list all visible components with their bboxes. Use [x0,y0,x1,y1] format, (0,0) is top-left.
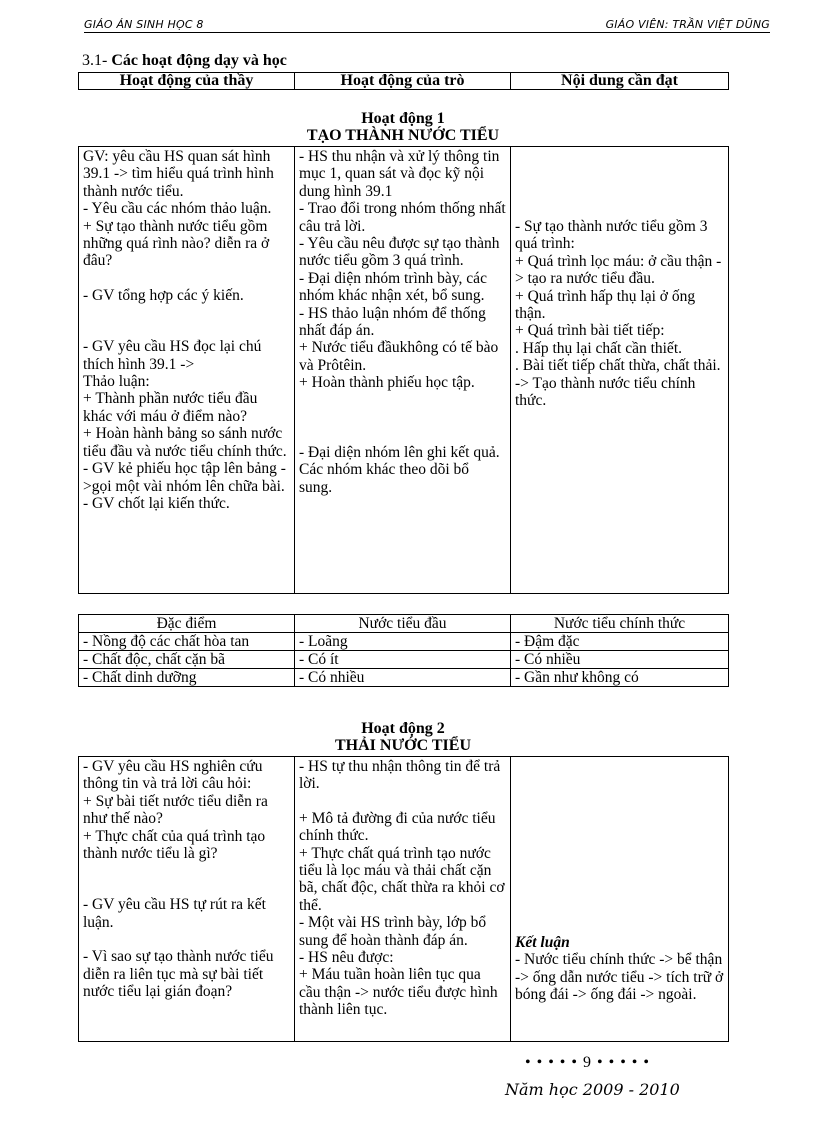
activity1-name: TẠO THÀNH NƯỚC TIỂU [306,127,500,144]
a1-content-line: + Quá trình bài tiết tiếp: [515,322,665,340]
a1-teacher-spacer [83,270,290,287]
column-header-content: Nội dung cần đạt [511,73,729,90]
comparison-cell: - Đậm đặc [511,633,729,651]
a1-teacher-line: + Hoàn hành bảng so sánh nước tiểu đầu và nước tiểu chính thức. [83,425,287,460]
column-header-table [78,72,729,90]
a2-teacher-spacer [83,862,290,896]
a2-teacher-line: + Thực chất của quá trình tạo thành nước tiểu là gì? [83,827,266,863]
page-header [84,18,770,33]
activity1-content-cell [511,147,729,594]
comparison-cell: - Gần như không có [511,669,729,687]
a1-student-line: - Yêu cầu nêu được sự tạo thành nước tiểu gồm 3 quá trình. [299,235,500,270]
a1-content-line: . Bài tiết tiếp chất thừa, chất thải. [515,357,721,375]
section-number: 3.1- [82,52,108,69]
conclusion-text: - Nước tiểu chính thức -> bể thận -> ống dẫn nước tiểu -> tích trữ ở bóng đái -> ống đái -> ngoài. [515,951,724,1004]
a1-teacher-line: - GV kẻ phiếu học tập lên bảng ->gọi một vài nhóm lên chữa bài. [83,460,286,495]
a1-content-line: + Quá trình lọc máu: ở cầu thận -> tạo ra nước tiểu đầu. [515,252,722,288]
activity1-label: Hoạt động 1 [361,110,445,127]
a1-student-line: - Trao đổi trong nhóm thống nhất câu trả lời. [299,200,506,235]
a2-student-line: + Mô tả đường đi của nước tiểu chính thức. [299,809,496,845]
a1-teacher-line: - GV tổng hợp các ý kiến. [83,286,244,304]
a1-content-line: + Quá trình hấp thụ lại ở ống thận. [515,287,696,323]
a2-teacher-line: + Sự bài tiết nước tiểu diễn ra như thế nào? [83,792,268,828]
a1-teacher-line: + Thành phần nước tiểu đầu khác với máu ở điểm nào? [83,390,258,425]
page-dots-right: • • • • • [597,1054,651,1071]
a1-student-line: - HS thảo luận nhóm để thống nhất đáp án. [299,304,486,340]
activity1-student-cell [295,147,511,594]
a2-student-line: - Một vài HS trình bày, lớp bổ sung để hoàn thành đáp án. [299,914,487,949]
a2-teacher-spacer [83,931,290,948]
comparison-header: Đặc điểm [79,615,295,633]
comparison-header: Nước tiểu chính thức [511,615,729,633]
a1-teacher-spacer [83,321,290,338]
activity2-student-cell [295,757,511,1042]
table-row [79,651,729,669]
a1-student-line: - Đại diện nhóm lên ghi kết quả. Các nhóm khác theo dõi bổ sung. [299,443,500,496]
comparison-cell: - Có ít [295,651,511,669]
a1-teacher-line: - Yêu cầu các nhóm thảo luận. [83,200,272,218]
a1-student-spacer [299,392,506,444]
comparison-cell: - Có nhiều [295,669,511,687]
a2-student-line: - HS tự thu nhận thông tin để trả lời. [299,758,501,793]
header-teacher: GIÁO VIÊN: TRẦN VIỆT DŨNG [605,18,770,31]
page-dots-left: • • • • • [524,1054,578,1071]
a1-student-line: + Hoàn thành phiếu học tập. [299,374,475,392]
a2-student-line: + Thực chất quá trình tạo nước tiểu là lọc máu và thải chất cặn bã, chất độc, chất thừa ra khỏi cơ thể. [299,844,505,914]
a2-student-line: - HS nêu được: [299,949,394,967]
comparison-cell: - Nồng độ các chất hòa tan [79,633,295,651]
column-header-student: Hoạt động của trò [295,73,511,90]
a1-student-line: - Đại diện nhóm trình bày, các nhóm khác nhận xét, bổ sung. [299,269,487,305]
table-row [79,669,729,687]
a2-teacher-line: - GV yêu cầu HS nghiên cứu thông tin và trả lời câu hỏi: [83,758,263,793]
a1-teacher-line: Thảo luận: [83,373,150,391]
table-row [79,633,729,651]
comparison-header: Nước tiểu đầu [295,615,511,633]
header-subject: GIÁO ÁN SINH HỌC 8 [84,18,204,31]
activity1-title [78,110,728,144]
a1-teacher-line: - GV chốt lại kiến thức. [83,494,230,512]
a1-content-line: - Sự tạo thành nước tiểu gồm 3 quá trình: [515,218,708,253]
comparison-cell: - Chất độc, chất cặn bã [79,651,295,669]
activity1-teacher-cell [79,147,295,594]
activity2-label: Hoạt động 2 [361,720,445,737]
section-title: Các hoạt động dạy và học [111,52,287,69]
school-year: Năm học 2009 - 2010 [505,1080,680,1099]
comparison-cell: - Chất dinh dưỡng [79,669,295,687]
a2-content-spacer [515,758,724,934]
a1-student-line: - HS thu nhận và xử lý thông tin mục 1, quan sát và đọc kỹ nội dung hình 39.1 [299,148,500,200]
a1-content-spacer [515,148,724,218]
a1-student-line: + Nước tiểu đầukhông có tế bào và Prôtêin. [299,339,499,374]
activity1-table [78,146,729,594]
a2-student-spacer [299,793,506,810]
page-number: 9 [583,1054,592,1071]
a1-teacher-line: + Sự tạo thành nước tiểu gồm những quá rình nào? diễn ra ở đâu? [83,217,270,270]
a1-teacher-line: GV: yêu cầu HS quan sát hình 39.1 -> tìm hiểu quá trình hình thành nước tiểu. [83,148,274,200]
activity2-title [78,720,728,754]
a1-content-line: . Hấp thụ lại chất cần thiết. [515,339,682,357]
comparison-cell: - Loãng [295,633,511,651]
activity2-teacher-cell [79,757,295,1042]
a2-teacher-line: - Vì sao sự tạo thành nước tiểu diễn ra liên tục mà sự bài tiết nước tiểu lại gián đoạn? [83,948,274,1001]
activity2-content-cell [511,757,729,1042]
a1-teacher-line: - GV yêu cầu HS đọc lại chú thích hình 39.1 -> [83,338,262,373]
a2-teacher-line: - GV yêu cầu HS tự rút ra kết luận. [83,896,266,931]
comparison-cell: - Có nhiều [511,651,729,669]
column-header-teacher: Hoạt động của thầy [79,73,295,90]
conclusion-label: Kết luận [515,934,570,951]
activity2-name: THẢI NƯỚC TIỂU [334,737,472,754]
comparison-table [78,614,729,687]
a2-student-line: + Máu tuần hoàn liên tục qua cầu thận -> nước tiểu được hình thành liên tục. [299,966,498,1019]
a1-content-line: -> Tạo thành nước tiểu chính thức. [515,374,696,410]
section-heading [82,52,287,70]
a1-teacher-spacer [83,304,290,321]
activity2-table [78,756,729,1042]
page-number-line [515,1054,660,1072]
